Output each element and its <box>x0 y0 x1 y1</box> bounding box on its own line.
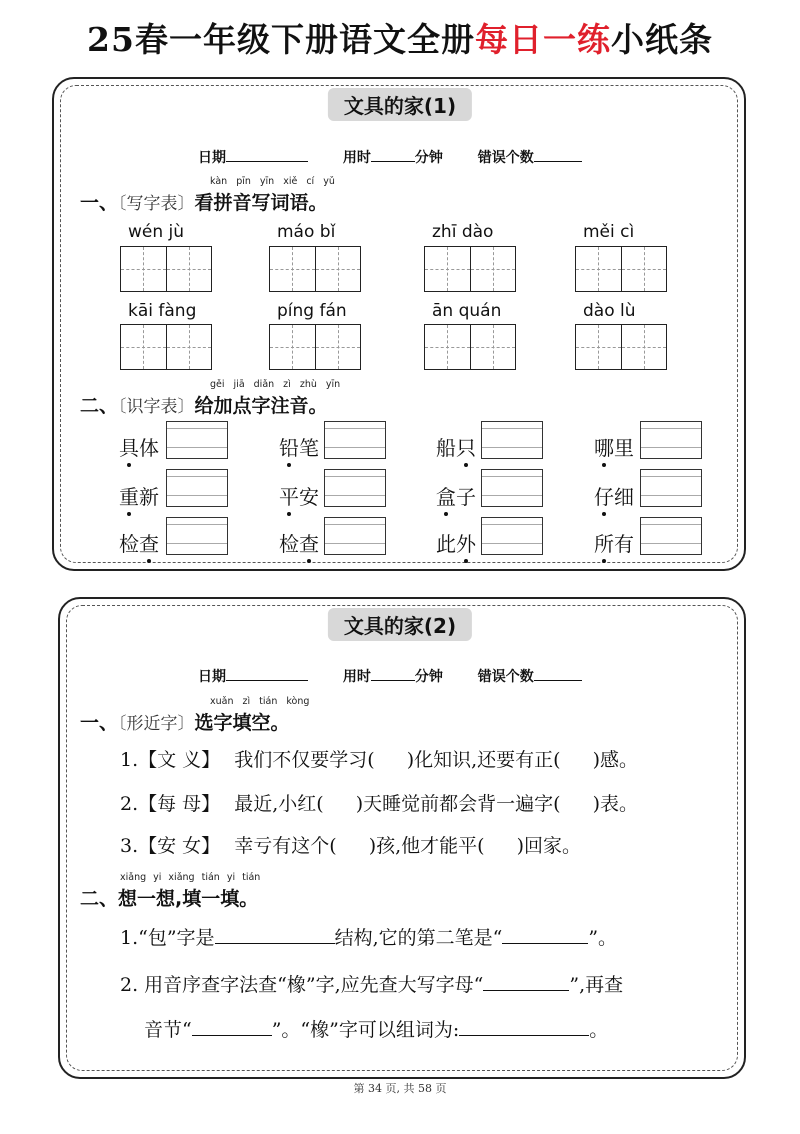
answer-box[interactable] <box>324 469 386 507</box>
date-blank[interactable] <box>226 666 308 681</box>
exercise-1-meta: 日期 用时 分钟 错误个数 <box>198 147 582 167</box>
answer-box[interactable] <box>640 421 702 459</box>
answer-box[interactable] <box>481 421 543 459</box>
fill-item-3: 3.【安 女】 幸亏有这个( )孩,他才能平( )回家。 <box>120 835 582 857</box>
pinyin-word: 所有 <box>594 528 634 557</box>
dictionary-question-cont: 音节“ ”。“橡”字可以组词为: 。 <box>144 1019 609 1041</box>
structure-question: 1.“包”字是 结构,它的第二笔是“ ”。 <box>120 927 618 949</box>
answer-box[interactable] <box>640 469 702 507</box>
pinyin-word: 检查 <box>279 528 319 557</box>
time-blank[interactable] <box>371 666 415 681</box>
pinyin-word: 仔细 <box>594 481 634 510</box>
pinyin-label: kāi fàng <box>128 301 197 321</box>
writing-grid[interactable] <box>269 324 361 370</box>
exercise-1-q1-heading: 一、〔写字表〕看拼音写词语。 <box>80 192 328 214</box>
pinyin-word: 船只 <box>436 432 476 461</box>
page-footer: 第 34 页, 共 58 页 <box>353 1082 447 1095</box>
writing-grid[interactable] <box>269 246 361 292</box>
dictionary-question: 2. 用音序查字法查“橡”字,应先查大写字母“ ”,再查 <box>120 974 624 996</box>
page-title: 25春一年级下册语文全册每日一练小纸条 <box>87 20 713 59</box>
fill-blank[interactable] <box>215 925 335 944</box>
answer-box[interactable] <box>640 517 702 555</box>
fill-blank[interactable] <box>459 1017 589 1036</box>
exercise-1-q2-heading: 二、〔识字表〕给加点字注音。 <box>80 395 328 417</box>
q2-ruby: gěi jiā diǎn zì zhù yīn <box>210 379 341 390</box>
title-highlight: 每日一练 <box>474 20 611 59</box>
errors-blank[interactable] <box>534 147 582 162</box>
pinyin-word: 哪里 <box>594 432 634 461</box>
pinyin-label: píng fán <box>277 301 347 321</box>
answer-box[interactable] <box>481 469 543 507</box>
time-blank[interactable] <box>371 147 415 162</box>
exercise-2-title: 文具的家(2) <box>328 608 472 641</box>
pinyin-word: 具体 <box>119 432 159 461</box>
pinyin-label: máo bǐ <box>277 222 336 242</box>
answer-box[interactable] <box>166 469 228 507</box>
date-blank[interactable] <box>226 147 308 162</box>
fill-blank[interactable] <box>483 972 569 991</box>
pinyin-label: wén jù <box>128 222 185 242</box>
pinyin-word: 铅笔 <box>279 432 319 461</box>
fill-item-2: 2.【每 母】 最近,小红( )天睡觉前都会背一遍字( )表。 <box>120 793 639 815</box>
exercise-1-title: 文具的家(1) <box>328 88 472 121</box>
pinyin-word: 此外 <box>436 528 476 557</box>
answer-box[interactable] <box>324 421 386 459</box>
pinyin-word: 盒子 <box>436 481 476 510</box>
pinyin-word: 检查 <box>119 528 159 557</box>
fill-blank[interactable] <box>192 1017 272 1036</box>
writing-grid[interactable] <box>120 246 212 292</box>
exercise-2-meta: 日期 用时 分钟 错误个数 <box>198 666 582 686</box>
errors-blank[interactable] <box>534 666 582 681</box>
pinyin-label: měi cì <box>583 222 635 242</box>
q4-ruby: xiǎng yi xiǎng tián yi tián <box>120 872 261 883</box>
q3-ruby: xuǎn zì tián kòng <box>210 696 310 707</box>
fill-item-1: 1.【文 义】 我们不仅要学习( )化知识,还要有正( )感。 <box>120 749 639 771</box>
pinyin-label: zhī dào <box>432 222 494 242</box>
writing-grid[interactable] <box>424 324 516 370</box>
writing-grid[interactable] <box>424 246 516 292</box>
pinyin-label: dào lù <box>583 301 636 321</box>
q1-ruby: kàn pīn yīn xiě cí yǔ <box>210 176 335 187</box>
pinyin-word: 平安 <box>279 481 319 510</box>
writing-grid[interactable] <box>120 324 212 370</box>
pinyin-word: 重新 <box>119 481 159 510</box>
fill-blank[interactable] <box>502 925 588 944</box>
exercise-2-q2-heading: 二、想一想,填一填。 <box>80 888 259 910</box>
answer-box[interactable] <box>324 517 386 555</box>
answer-box[interactable] <box>166 421 228 459</box>
exercise-2-q1-heading: 一、〔形近字〕选字填空。 <box>80 712 290 734</box>
answer-box[interactable] <box>481 517 543 555</box>
writing-grid[interactable] <box>575 246 667 292</box>
writing-grid[interactable] <box>575 324 667 370</box>
pinyin-label: ān quán <box>432 301 502 321</box>
answer-box[interactable] <box>166 517 228 555</box>
